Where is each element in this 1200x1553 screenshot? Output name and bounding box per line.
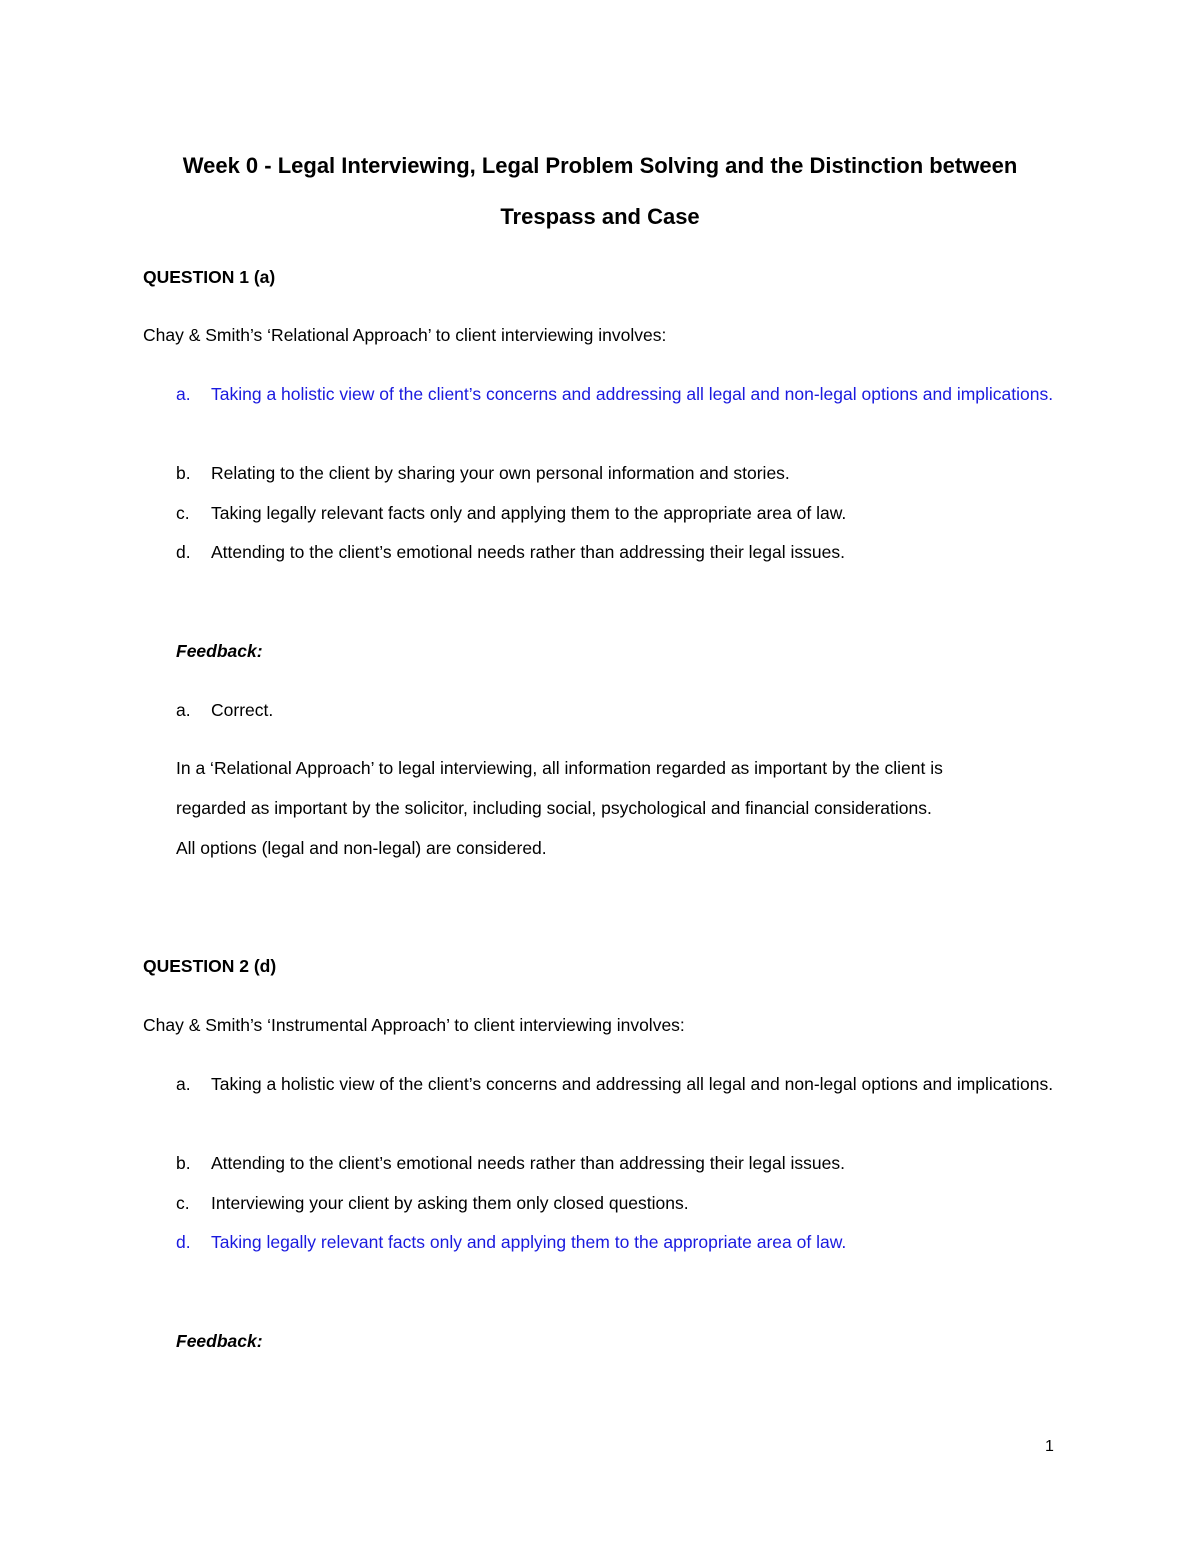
q2-option-c-text: Interviewing your client by asking them only closed questions. [211,1193,689,1213]
q1-option-c-letter: c. [176,503,190,523]
q1-option-a-letter: a. [176,384,191,404]
q2-option-a-text: Taking a holistic view of the client’s concerns and addressing all legal and non-legal options and implications. [211,1074,1054,1094]
q2-feedback-label: Feedback: [176,1331,263,1351]
q2-option-d-letter: d. [176,1232,191,1252]
q1-stem: Chay & Smith’s ‘Relational Approach’ to client interviewing involves: [143,325,667,345]
q1-feedback-label: Feedback: [176,641,263,661]
q1-heading: QUESTION 1 (a) [143,267,276,287]
q2-heading: QUESTION 2 (d) [143,956,277,976]
q2-option-c-letter: c. [176,1193,190,1213]
document-title [100,140,1100,242]
q2-option-c [176,1183,1056,1223]
q1-explanation-line-2: regarded as important by the solicitor, including social, psychological and financial considerations. [176,798,932,818]
q1-option-b-letter: b. [176,463,191,483]
q1-explanation [176,748,1076,868]
q2-option-a [176,1064,1056,1104]
q2-option-b-text: Attending to the client’s emotional needs rather than addressing their legal issues. [211,1153,845,1173]
q1-option-a-text: Taking a holistic view of the client’s concerns and addressing all legal and non-legal options and implications. [211,384,1054,404]
q1-feedback-verdict [176,690,1056,730]
q1-feedback-verdict-text: Correct. [211,700,274,720]
q2-option-d-text: Taking legally relevant facts only and applying them to the appropriate area of law. [211,1232,847,1252]
q1-explanation-line-3: All options (legal and non-legal) are considered. [176,838,547,858]
q1-feedback-letter: a. [176,700,191,720]
q2-option-a-letter: a. [176,1074,191,1094]
title-line-1: Week 0 - Legal Interviewing, Legal Problem Solving and the Distinction between [182,153,1018,178]
q1-option-c [176,493,1056,533]
title-line-2: Trespass and Case [500,204,700,229]
q2-option-b-letter: b. [176,1153,191,1173]
q2-stem: Chay & Smith’s ‘Instrumental Approach’ to client interviewing involves: [143,1015,685,1035]
q2-option-b [176,1143,1056,1183]
q1-option-d-letter: d. [176,542,191,562]
q1-option-a [176,374,1056,414]
q1-option-b-text: Relating to the client by sharing your own personal information and stories. [211,463,790,483]
q2-option-d [176,1222,1056,1262]
q1-option-d-text: Attending to the client’s emotional needs rather than addressing their legal issues. [211,542,845,562]
q1-option-c-text: Taking legally relevant facts only and applying them to the appropriate area of law. [211,503,847,523]
q1-option-d [176,532,1056,572]
q1-option-b [176,453,1056,493]
q1-explanation-line-1: In a ‘Relational Approach’ to legal interviewing, all information regarded as important by the client is [176,758,943,778]
page-number: 1 [1045,1438,1054,1455]
